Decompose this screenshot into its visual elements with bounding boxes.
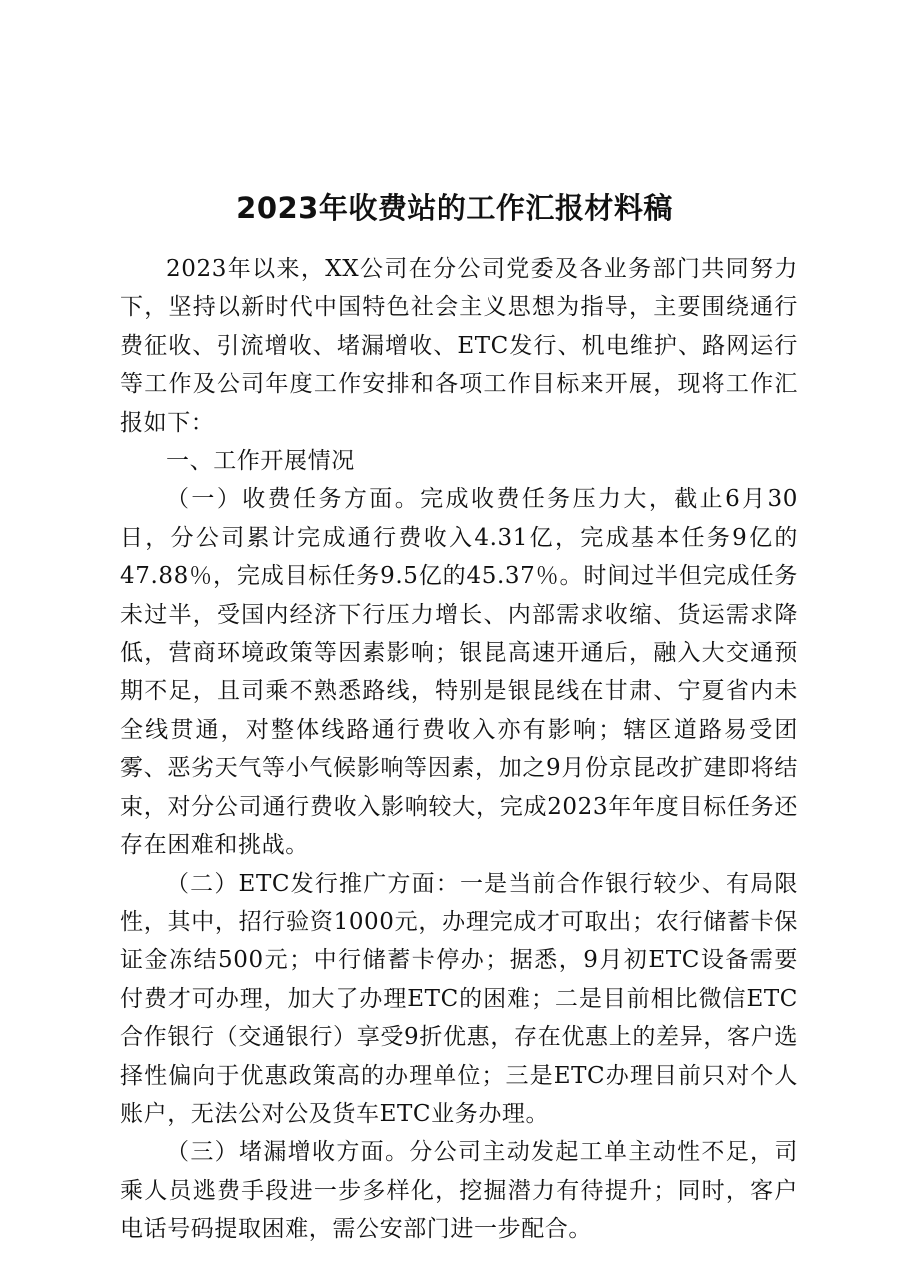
document-body: [120, 250, 798, 1249]
paragraph-etc-promotion: （二）ETC发行推广方面：一是当前合作银行较少、有局限性，其中，招行验资1000元，办理完成才可取出；农行储蓄卡保证金冻结500元；中行储蓄卡停办；据悉，9月初ETC设备需要付费才可办理，加大了办理ETC的困难；二是目前相比微信ETC合作银行（交通银行）享受9折优惠，存在优惠上的差异，客户选择性偏向于优惠政策高的办理单位；三是ETC办理目前只对个人账户，无法公对公及货车ETC业务办理。: [120, 870, 798, 1127]
section-heading: 一、工作开展情况: [166, 448, 355, 475]
paragraph-toll-task: （一）收费任务方面。完成收费任务压力大，截止6月30日，分公司累计完成通行费收入4.31亿，完成基本任务9亿的47.88％，完成目标任务9.5亿的45.37％。时间过半但完成任务未过半，受国内经济下行压力增长、内部需求收缩、货运需求降低，营商环境政策等因素影响；银昆高速开通后，融入大交通预期不足，且司乘不熟悉路线，特别是银昆线在甘肃、宁夏省内未全线贯通，对整体线路通行费收入亦有影响；辖区道路易受团雾、恶劣天气等小气候影响等因素，加之9月份京昆改扩建即将结束，对分公司通行费收入影响较大，完成2023年年度目标任务还存在困难和挑战。: [120, 486, 798, 859]
paragraph-intro: 2023年以来，XX公司在分公司党委及各业务部门共同努力下，坚持以新时代中国特色社会主义思想为指导，主要围绕通行费征收、引流增收、堵漏增收、ETC发行、机电维护、路网运行等工作及公司年度工作安排和各项工作目标来开展，现将工作汇报如下：: [120, 256, 798, 436]
paragraph-leak-plugging: （三）堵漏增收方面。分公司主动发起工单主动性不足，司乘人员逃费手段进一步多样化，挖掘潜力有待提升；同时，客户电话号码提取困难，需公安部门进一步配合。: [120, 1139, 798, 1243]
document-title: 2023年收费站的工作汇报材料稿: [236, 191, 673, 225]
